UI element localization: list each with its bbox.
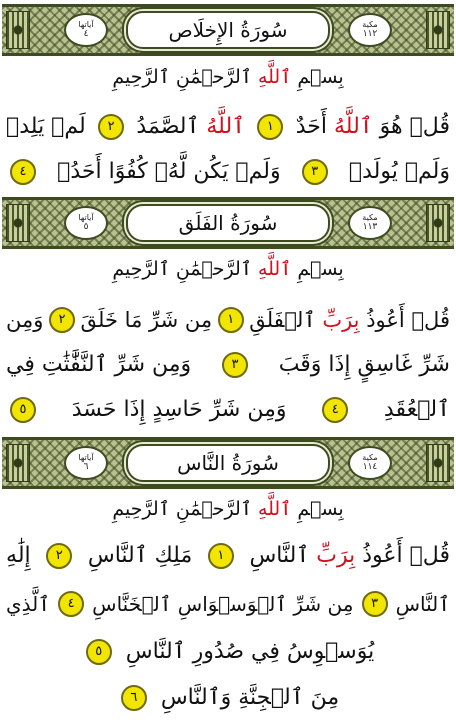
surah-title-cartouche <box>126 204 330 242</box>
ayah-end-marker: ١ <box>208 543 234 569</box>
basmala-bismi: بِسۡمِ <box>297 66 344 88</box>
surah-header-ikhlas <box>2 4 454 56</box>
verse-segment: وَلَمۡ يَكُن لَّهُۥ كُفُوًا أَحَدُۢ <box>57 159 281 184</box>
verse-segment: قُلۡ أَعُوذُ بِرَبِّ ٱلنَّاسِ <box>249 543 450 568</box>
ayah-count-medallion <box>64 13 108 47</box>
ayah-end-marker: ٥ <box>10 397 36 423</box>
verse-segment: وَمِن شَرِّ ٱلنَّفَّٰثَٰتِ فِي <box>6 352 192 377</box>
verse-segment: شَرِّ غَاسِقٍ إِذَا وَقَبَ <box>278 352 450 377</box>
verse-line <box>6 150 450 194</box>
basmala-rahman-rahim: ٱلرَّحۡمَٰنِ ٱلرَّحِيمِ <box>112 258 252 280</box>
surah-number-medallion <box>348 206 392 240</box>
ayah-end-marker: ١ <box>218 307 244 333</box>
basmala <box>0 62 456 92</box>
basmala-bismi: بِسۡمِ <box>297 258 344 280</box>
ayah-count-medallion <box>64 446 108 480</box>
basmala <box>0 494 456 524</box>
verse-line <box>6 298 450 342</box>
basmala-bismi: بِسۡمِ <box>297 498 344 520</box>
surah-number-medallion <box>348 446 392 480</box>
verse-line <box>6 676 450 720</box>
verse-segment: وَمِن شَرِّ حَاسِدٍ إِذَا حَسَدَ <box>71 397 287 422</box>
basmala-rahman-rahim: ٱلرَّحۡمَٰنِ ٱلرَّحِيمِ <box>112 498 252 520</box>
ayah-end-marker: ٣ <box>302 159 328 185</box>
verse-segment: ٱللَّهُ ٱلصَّمَدُ <box>136 114 246 139</box>
verse-line <box>6 630 450 674</box>
verse-line <box>6 343 450 387</box>
ayah-count-label: آياتها <box>78 20 94 29</box>
ayah-count: ٤ <box>83 29 89 39</box>
revelation-place-label: مكية <box>362 213 378 222</box>
ayah-end-marker: ٣ <box>362 591 388 617</box>
ayah-end-marker: ٤ <box>322 397 348 423</box>
verse-segment: ٱلۡعُقَدِ <box>383 397 450 422</box>
ayah-count-label: آياتها <box>78 213 94 222</box>
ayah-end-marker: ٢ <box>49 307 75 333</box>
verse-line <box>6 105 450 149</box>
ayah-end-marker: ٤ <box>58 591 84 617</box>
basmala-allah: ٱللَّهِ <box>257 258 292 280</box>
ayah-count-label: آياتها <box>78 453 94 462</box>
verse-segment: ٱلنَّاسِ <box>395 592 450 616</box>
ayah-count: ٥ <box>83 222 89 232</box>
verse-segment: مَلِكِ ٱلنَّاسِ <box>87 543 193 568</box>
verse-segment: يُوَسۡوِسُ فِي صُدُورِ ٱلنَّاسِ <box>125 639 375 664</box>
surah-title-cartouche <box>126 11 330 49</box>
surah-title: سُورَةُ الفَلَق <box>178 211 278 235</box>
basmala-allah: ٱللَّهِ <box>257 498 292 520</box>
verse-line <box>6 534 450 578</box>
ayah-end-marker: ٤ <box>10 159 36 185</box>
surah-number: ١١٣ <box>362 222 378 232</box>
verse-segment: مِن شَرِّ ٱلۡوَسۡوَاسِ ٱلۡخَنَّاسِ <box>92 592 354 616</box>
verse-segment: لَمۡ يَلِدۡ <box>6 114 86 139</box>
ayah-end-marker: ٢ <box>46 543 72 569</box>
verse-segment: إِلَٰهِ <box>6 543 31 568</box>
ayah-end-marker: ٣ <box>222 352 248 378</box>
verse-line <box>6 582 450 626</box>
verse-segment: قُلۡ هُوَ ٱللَّهُ أَحَدٌ <box>295 114 450 139</box>
ayah-end-marker: ٦ <box>121 685 147 711</box>
basmala-rahman-rahim: ٱلرَّحۡمَٰنِ ٱلرَّحِيمِ <box>112 66 252 88</box>
verse-segment: وَلَمۡ يُولَدۡ <box>348 159 450 184</box>
revelation-place-label: مكية <box>362 20 378 29</box>
verse-segment: ٱلَّذِي <box>6 592 50 616</box>
verse-segment: قُلۡ أَعُوذُ بِرَبِّ ٱلۡفَلَقِ <box>249 308 450 332</box>
verse-line <box>6 388 450 432</box>
verse-segment: وَمِن <box>6 308 44 332</box>
ayah-count: ٦ <box>83 462 89 472</box>
surah-header-falaq <box>2 197 454 249</box>
surah-header-nas <box>2 437 454 489</box>
surah-number: ١١٢ <box>362 29 378 39</box>
revelation-place-label: مكية <box>362 453 378 462</box>
verse-segment: مِن شَرِّ مَا خَلَقَ <box>80 308 213 332</box>
surah-title: سُورَةُ الإِخلَاص <box>168 18 288 42</box>
surah-title: سُورَةُ النَّاس <box>177 451 279 475</box>
surah-title-cartouche <box>126 444 330 482</box>
ayah-count-medallion <box>64 206 108 240</box>
basmala-allah: ٱللَّهِ <box>257 66 292 88</box>
verse-segment: مِنَ ٱلۡجِنَّةِ وَٱلنَّاسِ <box>160 685 340 710</box>
surah-number-medallion <box>348 13 392 47</box>
ayah-end-marker: ١ <box>257 114 283 140</box>
surah-number: ١١٤ <box>362 462 378 472</box>
basmala <box>0 254 456 284</box>
ayah-end-marker: ٥ <box>86 639 112 665</box>
ayah-end-marker: ٢ <box>98 114 124 140</box>
